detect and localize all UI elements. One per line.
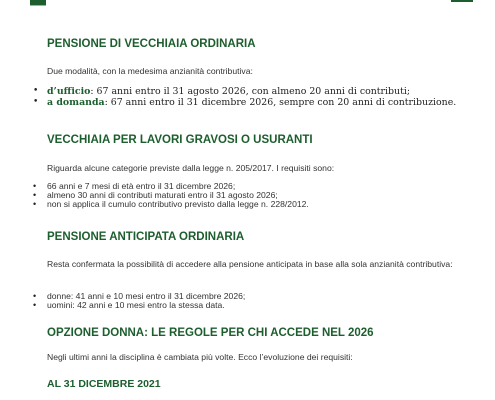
- bullet-icon: •: [33, 86, 39, 96]
- section-intro: Due modalità, con la medesima anzianità contributiva:: [47, 66, 253, 76]
- bullet-icon: •: [33, 190, 37, 201]
- list-item: [33, 86, 463, 97]
- section-intro: Negli ultimi anni la disciplina è cambiata più volte. Ecco l’evoluzione dei requisiti:: [47, 352, 353, 362]
- bullet-icon: •: [33, 181, 37, 191]
- bullet-icon: •: [33, 97, 39, 107]
- top-header-strip: [0, 0, 495, 6]
- menu-icon[interactable]: [451, 0, 473, 2]
- list-item: [33, 200, 463, 209]
- list-item-label: d’ufficio: [47, 86, 91, 97]
- section-heading-vecchiaia-ordinaria: PENSIONE DI VECCHIAIA ORDINARIA: [47, 38, 256, 50]
- subsection-heading-31-dicembre-2021: AL 31 DICEMBRE 2021: [47, 378, 161, 390]
- list-item-text: non si applica il cumulo contributivo previsto dalla legge n. 228/2012.: [47, 199, 309, 210]
- list-item-text: uomini: 42 anni e 10 mesi entro la stessa data.: [47, 300, 225, 311]
- section-intro: Resta confermata la possibilità di accedere alla pensione anticipata in base alla sola anzianità contributiva:: [47, 259, 453, 269]
- section-heading-lavori-gravosi: VECCHIAIA PER LAVORI GRAVOSI O USURANTI: [47, 134, 313, 146]
- list-item-text: : 67 anni entro il 31 dicembre 2026, sempre con 20 anni di contribuzione.: [104, 97, 457, 108]
- list-item-label: a domanda: [47, 97, 105, 108]
- list-item-text: : 67 anni entro il 31 agosto 2026, con almeno 20 anni di contributi;: [90, 86, 410, 97]
- section-heading-anticipata-ordinaria: PENSIONE ANTICIPATA ORDINARIA: [47, 231, 245, 243]
- section-heading-opzione-donna: OPZIONE DONNA: LE REGOLE PER CHI ACCEDE NEL 2026: [47, 327, 374, 339]
- requirements-list: [33, 292, 463, 310]
- list-item-text: 66 anni e 7 mesi di età entro il 31 dicembre 2026;: [47, 181, 236, 191]
- section-intro: Riguarda alcune categorie previste dalla legge n. 205/2017. I requisiti sono:: [47, 163, 335, 173]
- list-item-text: donne: 41 anni e 10 mesi entro il 31 dicembre 2026;: [47, 291, 246, 301]
- requirements-list: [33, 182, 463, 210]
- bullet-icon: •: [33, 291, 37, 301]
- bullet-icon: •: [33, 300, 37, 311]
- bullet-icon: •: [33, 199, 37, 210]
- list-item-text: almeno 30 anni di contributi maturati entro il 31 agosto 2026;: [47, 190, 278, 201]
- site-logo[interactable]: [30, 0, 46, 6]
- list-item: [33, 97, 463, 108]
- list-item: [33, 301, 463, 310]
- requirements-list: [33, 86, 463, 108]
